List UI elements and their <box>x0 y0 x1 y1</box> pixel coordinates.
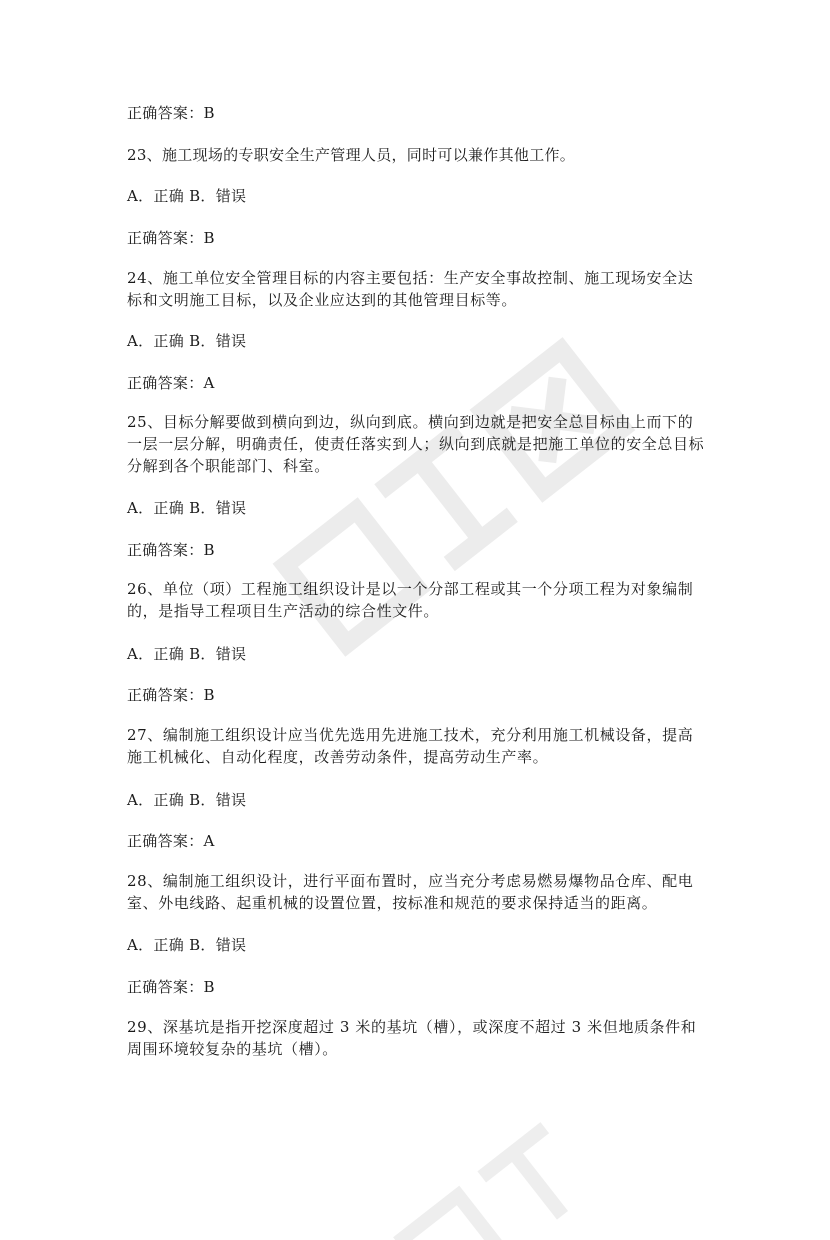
question-26-answer: 正确答案：B <box>127 686 215 704</box>
question-28-answer: 正确答案：B <box>127 978 215 996</box>
question-29-stem: 29、深基坑是指开挖深度超过 3 米的基坑（槽），或深度不超过 3 米但地质条件和周围环境较复杂的基坑（槽）。 <box>127 1018 697 1058</box>
question-25-options: A．正确 B．错误 <box>127 499 247 517</box>
question-24-options: A．正确 B．错误 <box>127 332 247 350</box>
question-23-stem: 23、施工现场的专职安全生产管理人员，同时可以兼作其他工作。 <box>127 146 576 164</box>
question-27-answer: 正确答案：A <box>127 832 215 850</box>
question-28-options: A．正确 B．错误 <box>127 936 247 954</box>
question-27-stem: 27、编制施工组织设计应当优先选用先进施工技术，充分利用施工机械设备，提高施工机械化、自动化程度，改善劳动条件，提高劳动生产率。 <box>127 726 694 766</box>
watermark-logo <box>250 300 650 700</box>
question-25-answer: 正确答案：B <box>127 541 215 559</box>
question-26-options: A．正确 B．错误 <box>127 645 247 663</box>
answer-prev: 正确答案：B <box>127 104 215 122</box>
question-23-answer: 正确答案：B <box>127 229 215 247</box>
question-28-stem: 28、编制施工组织设计，进行平面布置时，应当充分考虑易燃易爆物品仓库、配电室、外电线路、起重机械的设置位置，按标准和规范的要求保持适当的距离。 <box>127 872 694 912</box>
watermark-logo-bottom <box>380 1040 680 1240</box>
question-27-options: A．正确 B．错误 <box>127 791 247 809</box>
question-24-answer: 正确答案：A <box>127 374 215 392</box>
question-23-options: A．正确 B．错误 <box>127 187 247 205</box>
question-25-stem: 25、目标分解要做到横向到边，纵向到底。横向到边就是把安全总目标由上而下的一层一层分解，明确责任，使责任落实到人；纵向到底就是把施工单位的安全总目标分解到各个职能部门、科室。 <box>127 413 705 475</box>
question-24-stem: 24、施工单位安全管理目标的内容主要包括：生产安全事故控制、施工现场安全达标和文明施工目标，以及企业应达到的其他管理目标等。 <box>127 269 694 309</box>
question-26-stem: 26、单位（项）工程施工组织设计是以一个分部工程或其一个分项工程为对象编制的，是指导工程项目生产活动的综合性文件。 <box>127 580 694 620</box>
